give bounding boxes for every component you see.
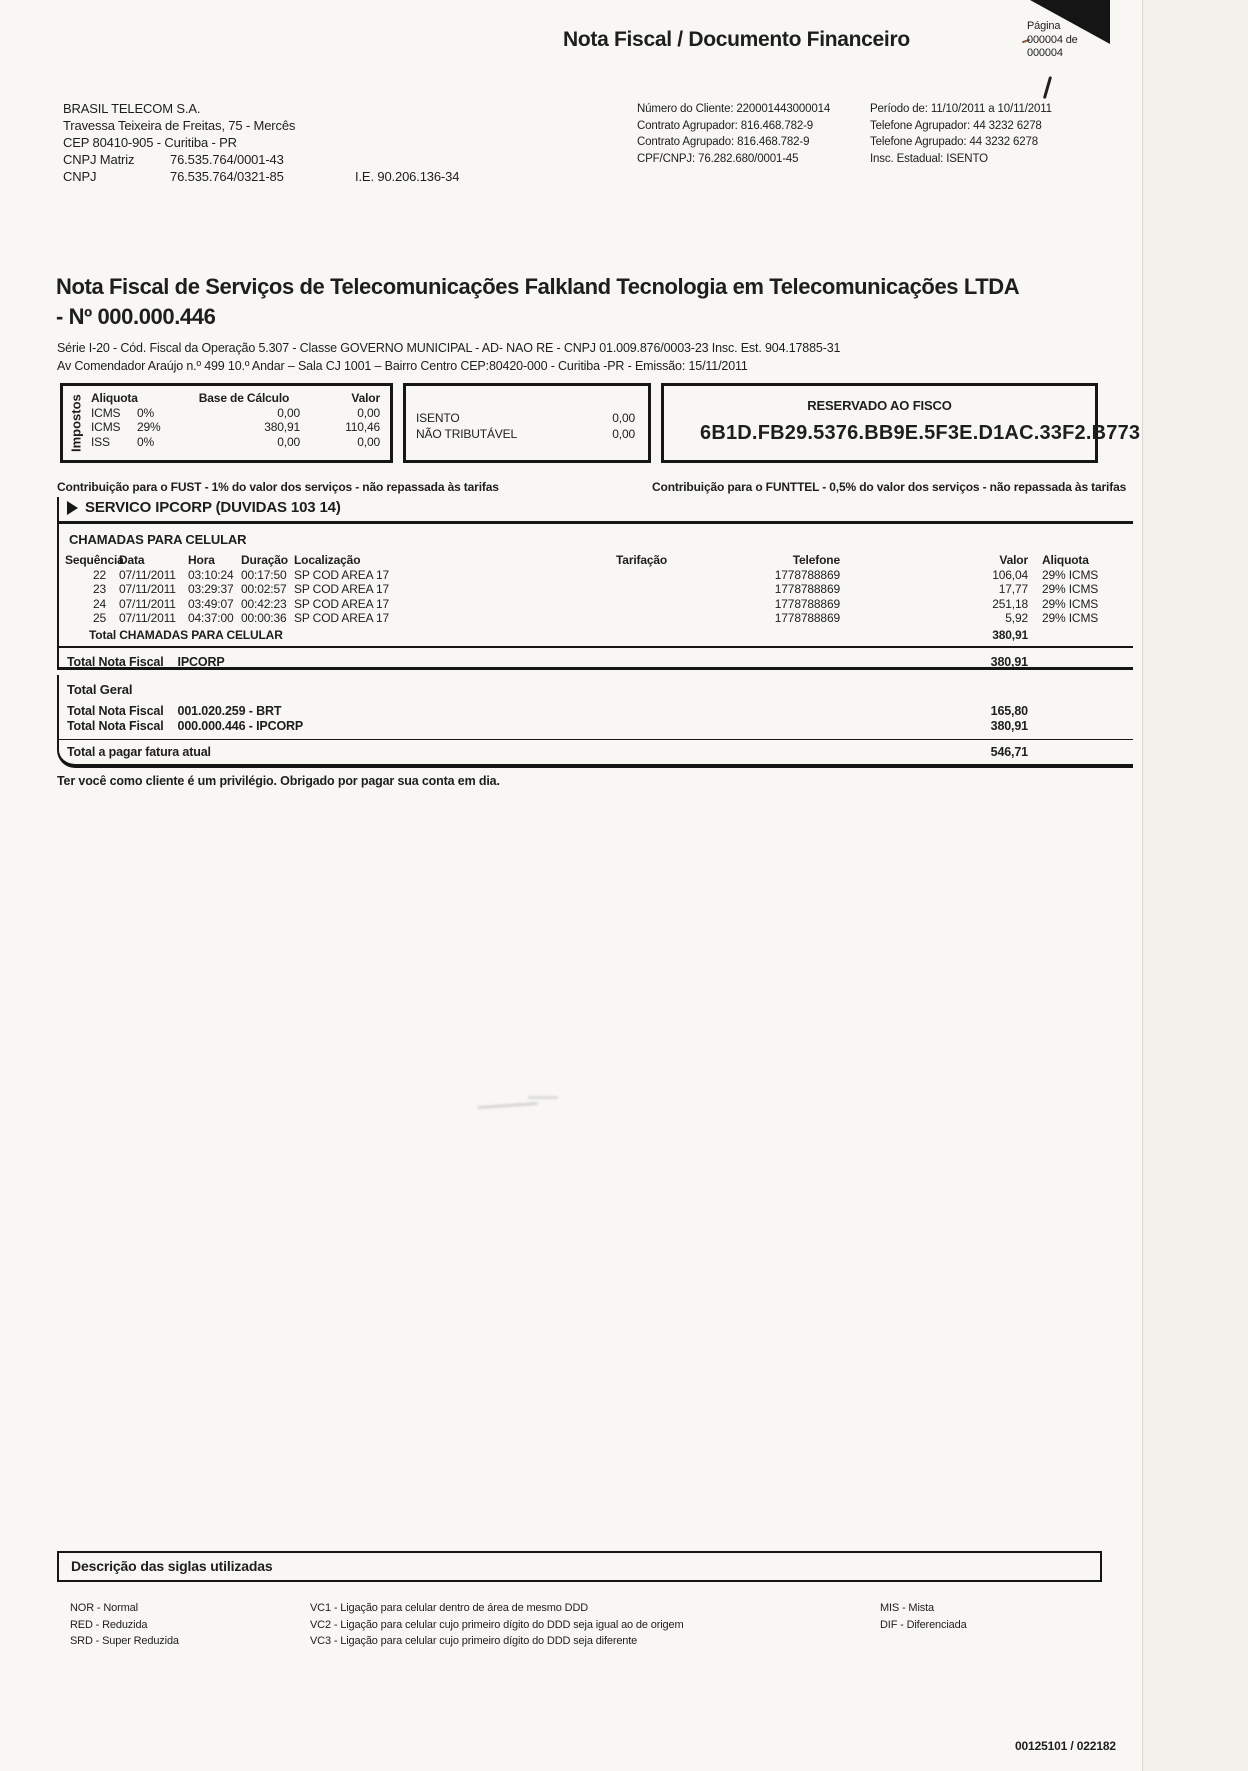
call-aliquota: 29% ICMS: [1042, 567, 1099, 582]
calls-header-local: Localização: [294, 553, 361, 567]
grand-total-value: 380,91: [990, 719, 1028, 733]
abbreviation-item: DIF - Diferenciada: [880, 1618, 967, 1631]
abbreviation-item: VC3 - Ligação para celular cujo primeiro dígito do DDD seja diferente: [310, 1635, 638, 1647]
grand-total-section: [57, 675, 1133, 768]
call-duration: 00:00:36: [241, 611, 287, 625]
amount-due-label: Total a pagar fatura atual: [67, 745, 211, 759]
nota-fiscal-total-code: IPCORP: [177, 654, 225, 669]
call-value: 17,77: [998, 582, 1028, 596]
calls-header-seq: Sequência: [65, 553, 124, 567]
calls-header-valor: Valor: [999, 553, 1028, 567]
invoice-title: [56, 272, 1138, 332]
call-value: 251,18: [992, 596, 1028, 611]
grand-total-label: Total Nota Fiscal: [67, 704, 164, 718]
call-aliquota: 29% ICMS: [1042, 611, 1099, 625]
call-seq: 24: [92, 596, 106, 611]
contract-agrupador: Contrato Agrupador: 816.468.782-9: [637, 119, 813, 132]
abbreviation-item: NOR - Normal: [70, 1602, 138, 1614]
issuer-city: CEP 80410-905 - Curitiba - PR: [63, 135, 237, 150]
call-value: 5,92: [1005, 611, 1028, 625]
scan-smudge: [478, 1102, 538, 1109]
call-seq: 25: [92, 611, 106, 625]
call-time: 03:29:37: [188, 582, 234, 596]
call-tariff: [596, 611, 756, 626]
calls-header-tarifacao: Tarifação: [616, 553, 668, 567]
grand-total-code: 000.000.446 - IPCORP: [177, 719, 304, 733]
document-control-number: 00125101 / 022182: [1015, 1739, 1116, 1753]
cnpj-value: 76.535.764/0321-85: [170, 169, 284, 184]
taxes-table: [89, 386, 390, 460]
spacer: [1028, 628, 1133, 643]
invoice-title-line1: Nota Fiscal de Serviços de Telecomunicações Falkland Tecnologia em Telecomunicações LTDA: [56, 274, 1020, 299]
calls-total-value: 380,91: [992, 627, 1028, 642]
taxes-header-aliquota: Aliquota: [91, 391, 138, 405]
phone-agrupado: Telefone Agrupado: 44 3232 6278: [870, 136, 1039, 148]
tax-valor: 0,00: [357, 434, 380, 449]
scanner-edge-strip: [1142, 0, 1248, 1771]
call-duration: 00:17:50: [241, 567, 287, 582]
call-row: [59, 568, 1133, 583]
abbreviation-item: MIS - Mista: [880, 1602, 934, 1614]
call-seq: 22: [92, 567, 106, 582]
grand-total-rows: [59, 704, 1133, 734]
tax-name-aliquota: [91, 406, 188, 421]
service-arrow-icon: [67, 501, 78, 515]
grand-total-label: Total Nota Fiscal: [67, 719, 164, 733]
tax-name-aliquota: [91, 435, 188, 450]
call-tariff: [596, 597, 756, 612]
tax-name: ICMS: [91, 420, 121, 434]
calls-header-aliquota: Aliquota: [1042, 553, 1089, 567]
tax-row: [91, 406, 380, 421]
exemption-box: [403, 383, 651, 463]
call-phone: 1778788869: [774, 567, 840, 582]
tax-valor: 110,46: [345, 420, 380, 434]
invoice-number: - Nº 000.000.446: [56, 304, 216, 329]
nota-fiscal-total-label-group: [59, 654, 848, 670]
exemption-label: ISENTO: [416, 411, 460, 425]
calls-section: [57, 497, 1133, 670]
calls-total-row: [59, 628, 1133, 643]
amount-due-row: [59, 739, 1133, 760]
page-counter-total: 000004: [1027, 47, 1063, 59]
grand-total-code: 001.020.259 - BRT: [177, 704, 282, 718]
invoice-serie-line: Série I-20 - Cód. Fiscal da Operação 5.307 - Classe GOVERNO MUNICIPAL - AD- NAO RE - CNPJ 01.009.876/0003-23 Insc. Est. 904.17885-31: [57, 341, 841, 355]
customer-block: [637, 101, 1052, 167]
calls-header-hora: Hora: [188, 553, 215, 567]
tax-base: 0,00: [277, 434, 300, 449]
exemption-value: 0,00: [612, 411, 635, 425]
call-row: [59, 611, 1133, 626]
call-row: [59, 597, 1133, 612]
spacer: [1028, 654, 1133, 670]
call-phone: 1778788869: [774, 582, 840, 596]
calls-header-data: Data: [119, 553, 145, 567]
exemption-row: [416, 427, 635, 443]
abbreviation-item: VC1 - Ligação para celular dentro de área de mesmo DDD: [310, 1602, 589, 1614]
tax-name: ICMS: [91, 405, 121, 420]
page-counter-label: Página: [1027, 20, 1061, 32]
customer-cpf-cnpj: CPF/CNPJ: 76.282.680/0001-45: [637, 152, 799, 165]
section-divider: [59, 646, 1133, 648]
abbreviation-item: SRD - Super Reduzida: [70, 1635, 179, 1647]
call-aliquota: 29% ICMS: [1042, 582, 1099, 596]
taxes-side-label: Impostos: [68, 394, 84, 452]
exemption-value: 0,00: [612, 426, 635, 441]
page-counter: [1027, 20, 1078, 61]
fust-contribution-note: Contribuição para o FUST - 1% do valor dos serviços - não repassada às tarifas: [57, 480, 499, 494]
tax-name: ISS: [91, 434, 110, 449]
taxes-header-row: [91, 391, 380, 406]
call-date: 07/11/2011: [119, 567, 176, 582]
taxes-header-valor: Valor: [351, 391, 380, 405]
document-title: Nota Fiscal / Documento Financeiro: [563, 28, 910, 51]
abbreviations-column-2: [310, 1600, 684, 1650]
call-phone: 1778788869: [774, 611, 840, 625]
grand-total-title: Total Geral: [67, 682, 133, 697]
calls-header-duracao: Duração: [241, 553, 288, 567]
nota-fiscal-total-value: 380,91: [990, 654, 1028, 669]
tax-valor: 0,00: [357, 405, 380, 420]
call-time: 03:10:24: [188, 567, 234, 582]
call-tariff: [596, 582, 756, 597]
call-time: 03:49:07: [188, 596, 234, 611]
tax-aliquota: 0%: [137, 434, 155, 449]
taxes-header-base: Base de Cálculo: [198, 391, 290, 405]
grand-total-row: [59, 719, 1133, 734]
call-time: 04:37:00: [188, 611, 234, 625]
call-phone: 1778788869: [774, 596, 840, 611]
abbreviation-item: VC2 - Ligação para celular cujo primeiro dígito do DDD seja igual ao de origem: [310, 1618, 684, 1631]
abbreviation-item: RED - Reduzida: [70, 1618, 148, 1631]
tax-name-aliquota: [91, 420, 188, 435]
service-title-row: [59, 497, 1133, 521]
abbreviations-column-3: [880, 1600, 967, 1633]
call-row: [59, 582, 1133, 597]
calls-header-row: [59, 553, 1133, 568]
call-tariff: [596, 568, 756, 583]
spacer: [1028, 745, 1133, 760]
exemption-label: NÃO TRIBUTÁVEL: [416, 426, 518, 441]
calls-section-title: CHAMADAS PARA CELULAR: [69, 532, 247, 547]
fisco-box: [661, 383, 1141, 463]
issuer-block: [63, 100, 459, 185]
fisco-title: RESERVADO AO FISCO: [807, 398, 952, 413]
grand-total-label-group: [59, 704, 848, 719]
abbreviations-column-1: [70, 1600, 179, 1650]
issuer-street: Travessa Teixeira de Freitas, 75 - Mercês: [63, 118, 296, 133]
tax-row: [91, 420, 380, 435]
nota-fiscal-total-label: Total Nota Fiscal: [67, 654, 164, 669]
amount-due-value: 546,71: [990, 745, 1028, 759]
pen-mark: [1043, 76, 1052, 99]
state-registration: Insc. Estadual: ISENTO: [870, 152, 988, 165]
call-seq: 23: [92, 582, 106, 596]
call-aliquota: 29% ICMS: [1042, 596, 1099, 611]
call-location: SP COD AREA 17: [294, 596, 390, 611]
grand-total-row: [59, 704, 1133, 719]
tax-aliquota: 29%: [137, 420, 161, 434]
grand-total-value: 165,80: [990, 704, 1028, 718]
service-label: SERVICO IPCORP (DUVIDAS 103 14): [85, 499, 341, 516]
call-location: SP COD AREA 17: [294, 582, 390, 596]
call-duration: 00:42:23: [241, 596, 287, 611]
call-date: 07/11/2011: [119, 582, 176, 596]
call-location: SP COD AREA 17: [294, 611, 390, 625]
taxes-box: [60, 383, 393, 463]
contract-agrupado: Contrato Agrupado: 816.468.782-9: [637, 136, 810, 148]
call-duration: 00:02:57: [241, 582, 287, 596]
funttel-contribution-note: Contribuição para o FUNTTEL - 0,5% do valor dos serviços - não repassada às tarifas: [652, 480, 1127, 494]
call-location: SP COD AREA 17: [294, 567, 390, 582]
tax-base: 380,91: [264, 420, 300, 434]
tax-aliquota: 0%: [137, 405, 155, 420]
call-date: 07/11/2011: [119, 596, 176, 611]
issuer-name: BRASIL TELECOM S.A.: [63, 101, 201, 116]
call-date: 07/11/2011: [119, 611, 176, 625]
nota-fiscal-total-row: [59, 652, 1133, 670]
invoice-address-line: Av Comendador Araújo n.º 499 10.º Andar – Sala CJ 1001 – Bairro Centro CEP:80420-000 - Curitiba -PR - Emissão: 15/11/2011: [57, 359, 748, 373]
exemption-row: [416, 411, 635, 427]
calls-header-telefone: Telefone: [792, 553, 840, 567]
phone-agrupador: Telefone Agrupador: 44 3232 6278: [870, 119, 1042, 132]
abbreviations-box-title: Descrição das siglas utilizadas: [57, 1551, 1102, 1582]
ie-value: I.E. 90.206.136-34: [355, 169, 460, 184]
cnpj-matriz-label: CNPJ Matriz: [63, 152, 135, 167]
thank-you-message: Ter você como cliente é um privilégio. Obrigado por pagar sua conta em dia.: [57, 774, 500, 788]
customer-number: Número do Cliente: 220001443000014: [637, 103, 831, 115]
issuer-cnpj-matriz-row: [63, 151, 459, 168]
scan-smudge: [528, 1096, 558, 1099]
fisco-code: 6B1D.FB29.5376.BB9E.5F3E.D1AC.33F2.B773: [700, 422, 1141, 444]
spacer: [1028, 704, 1133, 719]
calls-total-label: Total CHAMADAS PARA CELULAR: [89, 627, 283, 642]
billing-period: Período de: 11/10/2011 a 10/11/2011: [870, 103, 1052, 115]
issuer-cnpj-row: [63, 168, 459, 185]
customer-block-left: [637, 101, 870, 167]
grand-total-label-group: [59, 719, 848, 734]
cnpj-matriz-value: 76.535.764/0001-43: [170, 152, 284, 167]
section-divider: [59, 521, 1133, 524]
tax-row: [91, 435, 380, 450]
cnpj-label: CNPJ: [63, 169, 97, 184]
customer-block-right: [870, 101, 1052, 167]
call-value: 106,04: [992, 567, 1028, 582]
tax-base: 0,00: [277, 405, 300, 420]
page-counter-current: 000004 de: [1027, 33, 1078, 46]
spacer: [1028, 719, 1133, 734]
